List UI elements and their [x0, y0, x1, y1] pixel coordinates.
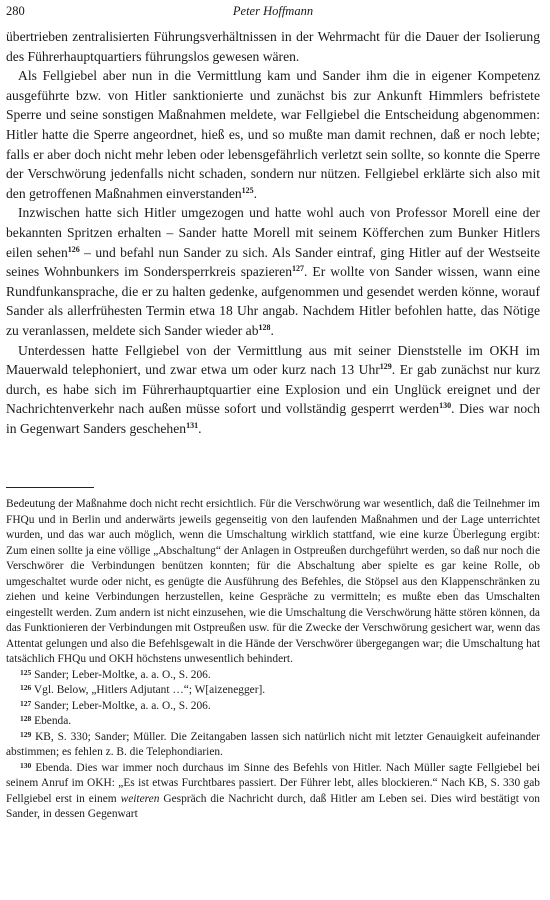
paragraph-text: – und befahl nun Sander zu sich. Als Sander eintraf, ging Hitler auf der Westseite seines Wohnbunkers im Sondersperrkreis spazieren — [6, 244, 540, 280]
paragraph-text: Als Fellgiebel aber nun in die Vermittlung kam und Sander ihm die in eigener Kompetenz ausgeführte bzw. von Hitler sanktionierte und zunächst bis zur Ankunft Himmlers befristete Sperre und seine sonstigen Maßnahmen meldete, war Fellgiebel die Entscheidung abgenommen: Hitler hatte die Sperre angeordnet, hieß es, und so mußte man damit rechnen, daß er noch lebte; falls er aber doch nicht mehr leben oder lebensgefährlich verletzt sein sollte, so konnte die Sperre der Verschwörung jedenfalls nicht schaden, sondern nur nützen. Fellgiebel erklärte sich also mit den getroffenen Maßnahmen einverstanden — [6, 68, 540, 201]
footnote-text: KB, S. 330; Sander; Müller. Die Zeitangaben lassen sich natürlich nicht mit letzter Genauigkeit aufeinander abstimmen; es fehlen z. B. die Telephondiarien. — [6, 730, 540, 758]
paragraph-text: übertrieben zentralisierten Führungsverhältnissen in der Wehrmacht für die Dauer der Isolierung des Führerhauptquartiers führungslos gewesen wären. — [6, 29, 540, 64]
footnotes — [6, 497, 540, 823]
footnote-number: 130 — [20, 760, 32, 770]
footnote-ref: 130 — [439, 401, 452, 411]
footnote-emphasis: weiteren — [120, 792, 160, 805]
running-head: Peter Hoffmann — [232, 4, 314, 18]
footnote-127 — [6, 699, 540, 715]
footnote-130 — [6, 761, 540, 823]
footnote-126 — [6, 683, 540, 699]
paragraph-text: . Dies war noch in Gegenwart Sanders geschehen — [6, 401, 540, 436]
footnote-text: Vgl. Below, „Hitlers Adjutant …“; W[aizenegger]. — [33, 684, 266, 696]
footnote-text: Sander; Leber-Moltke, a. a. O., S. 206. — [34, 699, 211, 712]
footnote-number: 127 — [20, 698, 32, 708]
footnote-separator — [6, 487, 94, 488]
footnote-number: 125 — [20, 667, 32, 677]
footnote-128 — [6, 714, 540, 730]
page-number: 280 — [6, 4, 25, 18]
page-header — [6, 4, 540, 22]
footnote-continuation: Bedeutung der Maßnahme doch nicht recht ersichtlich. Für die Verschwörung war wesentlich, daß die Teilnehmer im FHQu und in Berlin und anderwärts jeweils gegenseitig von den laufenden Maßnahmen und der Lage unterrichtet wurden, und das war auch möglich, wenn die Umschaltung wirklich stattfand, wie eine kurze Überlegung ergibt: Zum einen sollte ja eine völlige „Abschaltung“ der Anlagen in Ostpreußen durchgeführt werden, so daß nur noch die Verschwörer die Verbindungen benützen konnten; für die Abschaltung aber spielte es gar keine Rolle, ob umgeschaltet wurde oder nicht, es genügte die Ausführung des Befehles, die Stöpsel aus den Klappenschränken zu ziehen und keine Verbindungen herzustellen, keine Gespräche zu vermitteln; es mußte eben das Umschalten eingestellt werden. Zum andern ist nicht einzusehen, wie die Umschaltung die Verschwörung hätte stören können, da das Funktionieren der Verbindungen mit Ostpreußen usw. für die Zwecke der Verschwörung gesichert war, wenn das Attentat gelungen und also die Befehlsgewalt in die Hände der Verschwörer übergegangen war; die Umschaltung hat tatsächlich FHQu und OKH höchstens unwesentlich behindert. — [6, 498, 540, 665]
paragraph-continuation — [6, 27, 540, 66]
footnote-number: 126 — [20, 683, 32, 692]
paragraph — [6, 203, 540, 340]
paragraph-text: . Er gab zunächst nur kurz durch, es habe sich im Führerhauptquartier eine Explosion und ein Unglück ereignet und der Nachrichtenverkehr nach außen müsse sofort und vollständig gesperrt werden — [6, 362, 540, 417]
footnote-text: Gespräch die Nachricht durch, daß Hitler am Leben sei. Dies wird bestätigt von Sander, in dessen Gegenwart — [6, 792, 540, 820]
paragraph-text: . Er wollte von Sander wissen, wann eine Rundfunkansprache, die er zu halten gedenke, aufgenommen und gesendet werden könne, worauf Sander als allerfrühesten Termin etwa 18 Uhr angab. Nachdem Hitler befohlen hatte, das Nötige zu veranlassen, meldete sich Sander wieder ab — [6, 264, 540, 338]
footnote-text: Ebenda. — [34, 715, 72, 727]
footnote-text: Sander; Leber-Moltke, a. a. O., S. 206. — [34, 668, 211, 681]
footnote-ref: 125 — [241, 185, 254, 195]
footnote-number: 128 — [20, 714, 32, 723]
footnote-ref: 126 — [67, 244, 80, 254]
footnote-ref: 129 — [379, 362, 392, 372]
footnote-text: Ebenda. Dies war immer noch durchaus im Sinne des Befehls von Hitler. Nach Müller sagte Fellgiebel bei seinem Anruf im OKH: „Es ist etwas Furchtbares passiert. Der Führer lebt, alles blockieren.“ Nach KB, S. 330 gab Fellgiebel erst in einem — [6, 761, 540, 805]
paragraph-text: Unterdessen hatte Fellgiebel von der Vermittlung aus mit seiner Dienststelle im OKH im Mauerwald telephoniert, und zwar etwa um oder kurz nach 13 Uhr — [6, 342, 540, 378]
footnote-ref: 128 — [258, 322, 271, 332]
paragraph — [6, 66, 540, 203]
paragraph-text: Inzwischen hatte sich Hitler umgezogen und hatte wohl auch von Professor Morell eine der bekannten Spritzen erhalten – Sander hatte Morell mit seinem Köfferchen zum Bunker Hitlers eilen sehen — [6, 205, 540, 260]
footnote-number: 129 — [20, 729, 32, 739]
paragraph-text: . — [253, 185, 258, 201]
paragraph-text: . — [270, 322, 274, 338]
footnote-129 — [6, 730, 540, 761]
footnote-125 — [6, 668, 540, 684]
paragraph — [6, 341, 540, 439]
main-text — [6, 27, 540, 438]
footnote-ref: 127 — [292, 264, 305, 274]
paragraph-text: . — [198, 420, 202, 436]
footnote-ref: 131 — [186, 420, 199, 430]
